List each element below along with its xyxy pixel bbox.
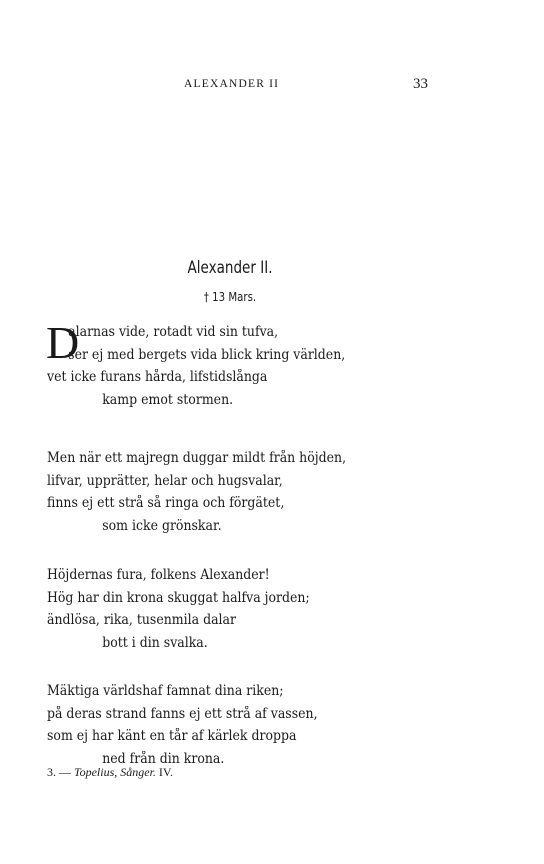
drop-cap: D [46,317,80,368]
poem-line: på deras strand fanns ej ett strå af vassen, [47,705,318,722]
printer-signature [47,765,173,780]
stanza-4 [47,680,527,770]
poem-date: † 13 Mars. [203,290,257,304]
signature-number: 3. — [47,765,71,779]
poem-line: Hög har din krona skuggat halfva jorden; [47,589,310,606]
poem-line: ser ej med bergets vida blick kring världen, [68,346,346,363]
signature-title: Topelius, Sånger. [74,765,156,779]
stanza-2 [47,447,527,537]
poem-line: Höjdernas fura, folkens Alexander! [47,567,270,583]
running-title: ALEXANDER II [184,78,280,90]
poem-line: bott i din svalka. [102,634,208,651]
stanza-1 [46,317,527,411]
poem-line: lifvar, upprätter, helar och hugsvalar, [47,472,283,489]
poem-title: Alexander II. [187,258,273,277]
poem-line: ändlösa, rika, tusenmila dalar [47,612,236,629]
poem-line: ned från din krona. [102,750,225,767]
poem-line: som icke grönskar. [102,517,222,534]
stanza-3 [47,564,527,654]
poem-line: alarnas vide, rotadt vid sin tufva, [68,324,279,340]
running-header [0,78,544,98]
signature-volume: IV. [158,765,174,779]
poem-line: Men när ett majregn duggar mildt från höjden, [47,450,347,466]
page-number: 33 [413,76,428,92]
poem-line: kamp emot stormen. [102,391,234,408]
poem-line: som ej har känt en tår af kärlek droppa [47,728,297,745]
poem-line: vet icke furans hårda, lifstidslånga [47,369,268,386]
poem-line: finns ej ett strå så ringa och förgätet, [47,495,285,512]
poem-line: Mäktiga världshaf famnat dina riken; [47,683,284,699]
